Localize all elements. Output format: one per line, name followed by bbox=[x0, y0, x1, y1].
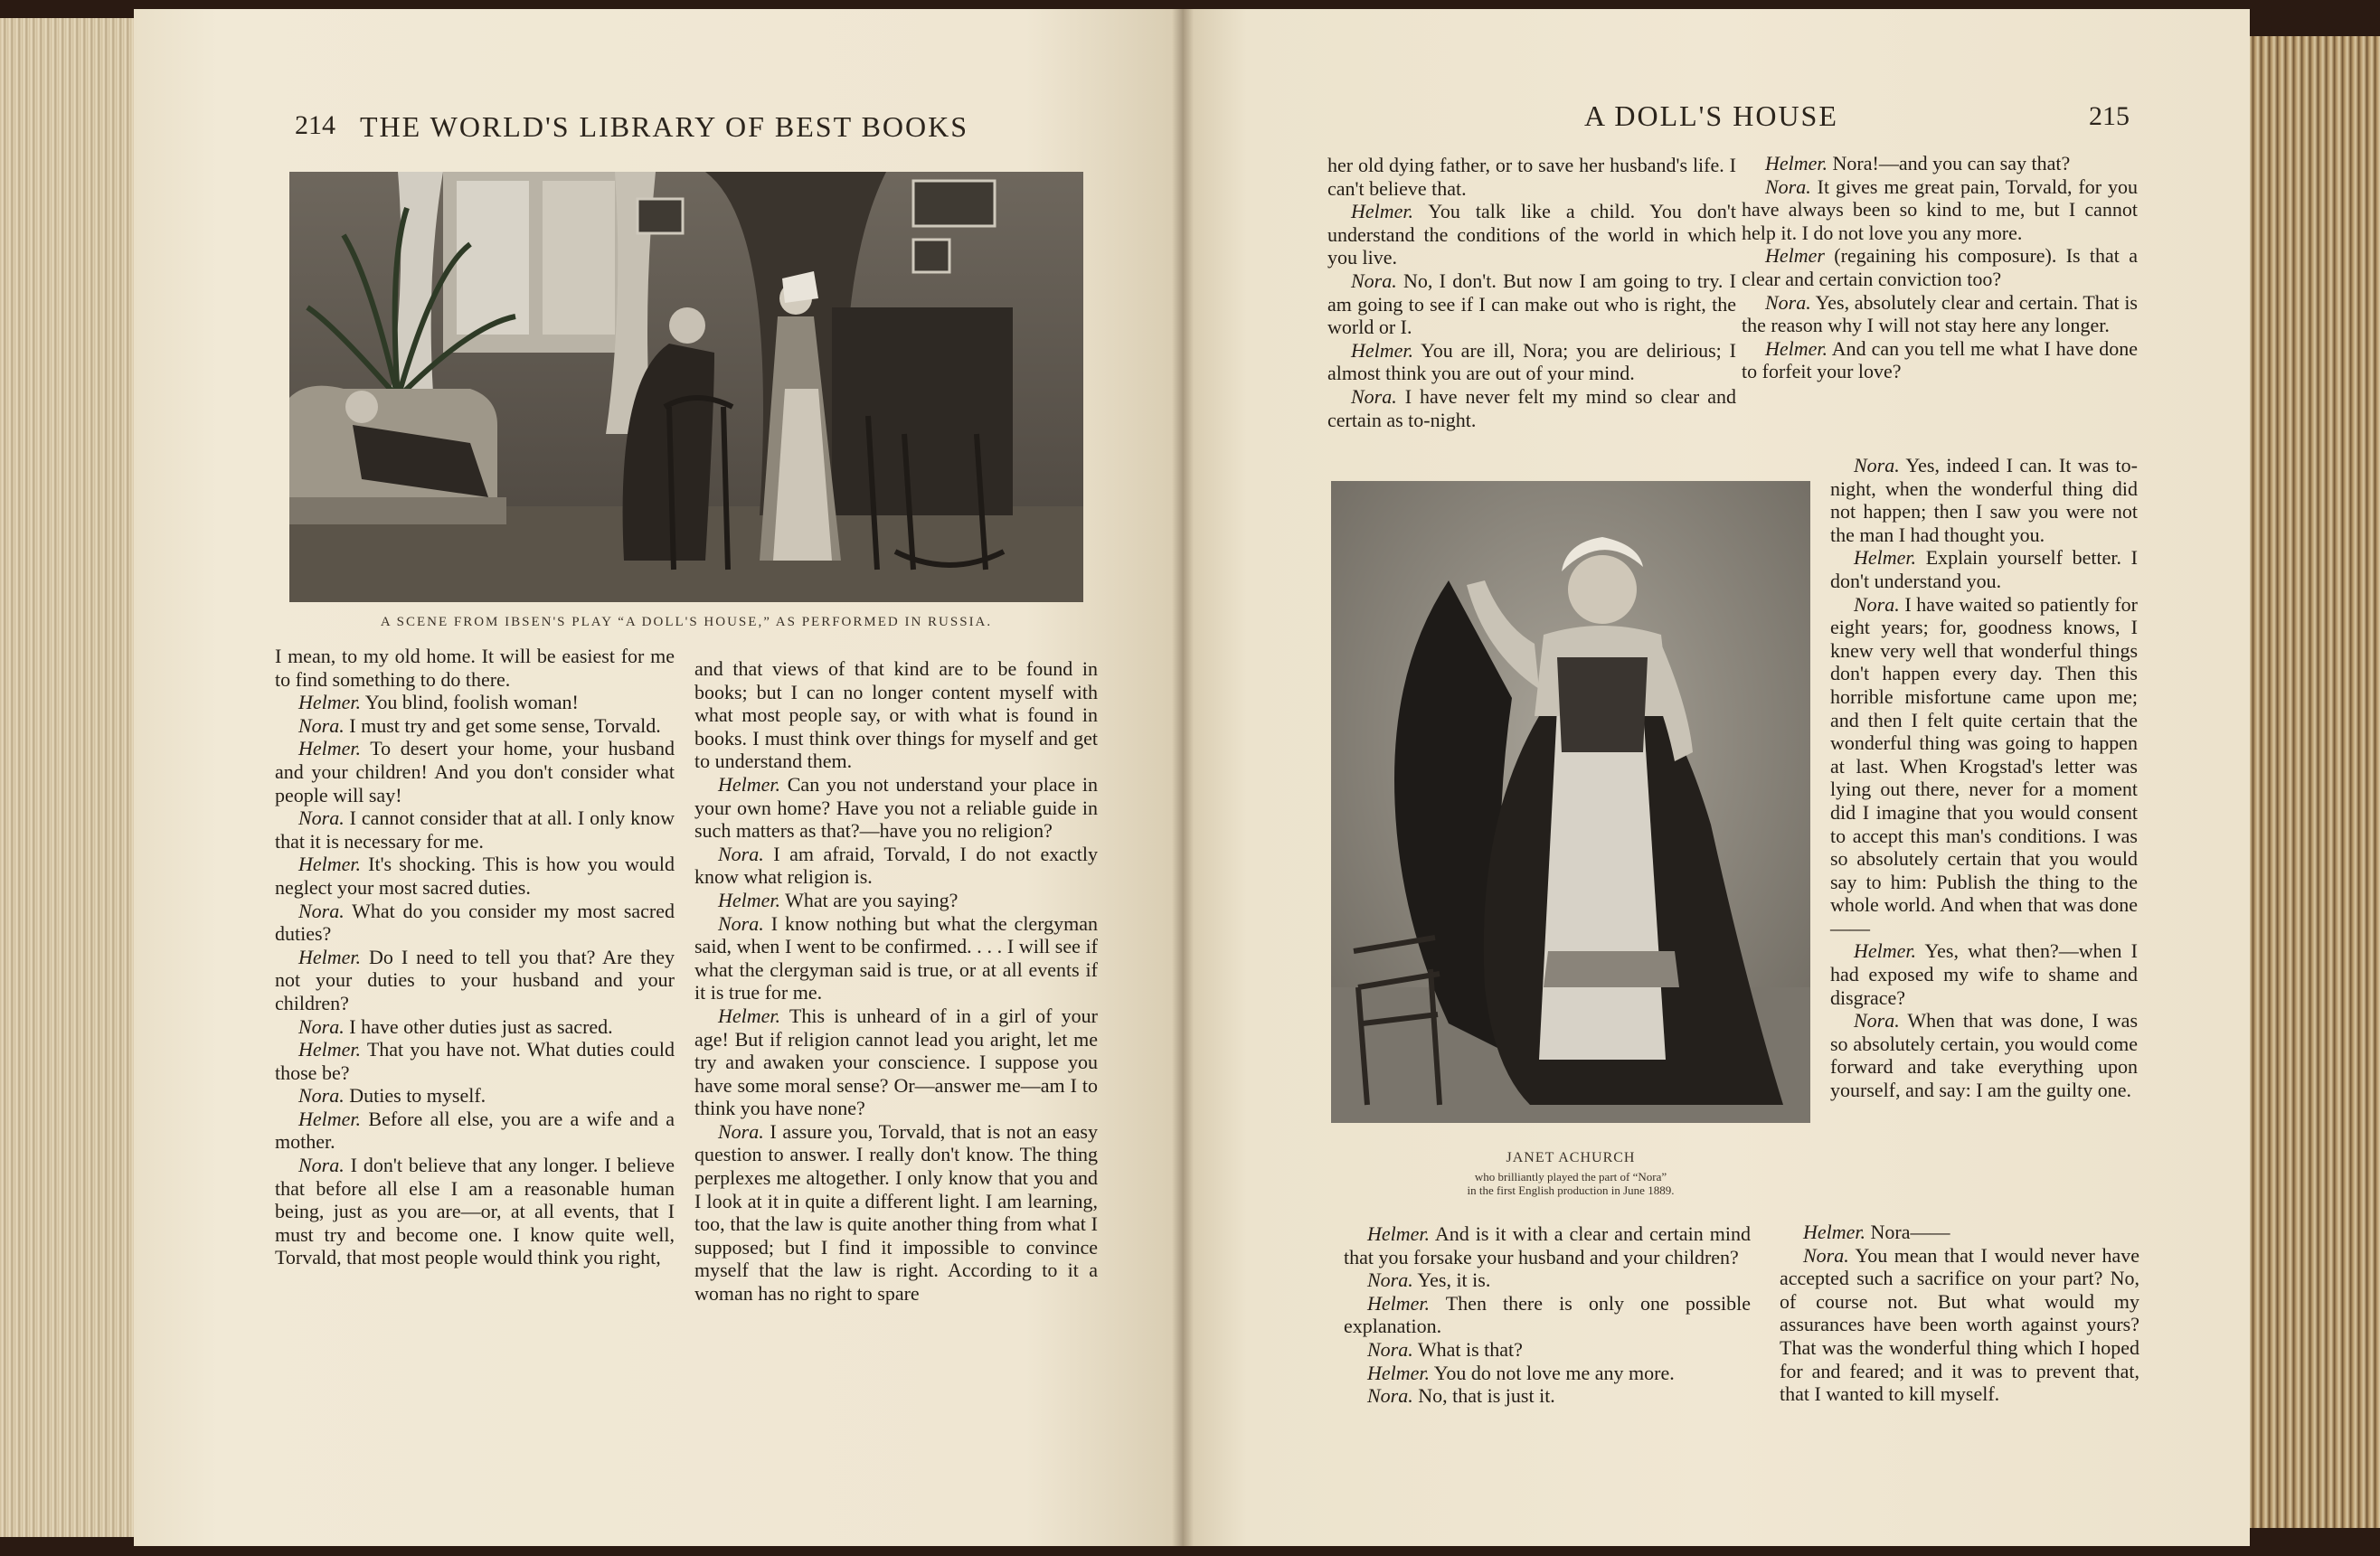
speaker-name: Nora. bbox=[298, 1014, 345, 1038]
speaker-name: Nora. bbox=[298, 1084, 345, 1108]
dialogue-line: Nora. I have waited so patiently for eight years; for, goodness knows, I knew very well that wonderful things don't happen every day. Then this horrible misfortune came upon me; and then I felt quite certain that the wonderful thing was going to happen at last. When Krogstad's letter was lying out there, never for a moment did I imagine that you would consent to accept this man's conditions. I was so absolutely certain that you would say to him: Publish the thing to the whole world. And when that was done—— bbox=[1830, 592, 2138, 939]
speaker-name: Helmer. bbox=[1367, 1361, 1431, 1384]
left-page bbox=[134, 9, 1183, 1546]
dialogue-line: Helmer. And is it with a clear and certain mind that you forsake your husband and your children? bbox=[1344, 1222, 1751, 1268]
left-page-edges bbox=[0, 18, 136, 1537]
dialogue-line: Helmer. This is unheard of in a girl of your age! But if religion cannot lead you aright, let me try and awaken your conscience. I suppose you have some moral sense? Or—answer me—am I to think you have none? bbox=[694, 1004, 1098, 1120]
speaker-name: Nora. bbox=[718, 842, 764, 865]
dialogue-line: Nora. I am afraid, Torvald, I do not exactly know what religion is. bbox=[694, 842, 1098, 889]
text-paragraph: I mean, to my old home. It will be easiest for me to find something to do there. bbox=[275, 645, 675, 691]
dialogue-line: Nora. Yes, indeed I can. It was to-night, when the wonderful thing did not happen; then I saw you were not the man I had thought you. bbox=[1830, 454, 2138, 546]
speaker-name: Helmer. bbox=[1367, 1291, 1431, 1315]
portrait-caption-line-2: in the first English production in June 1889. bbox=[1467, 1184, 1675, 1197]
dialogue-line: Nora. Duties to myself. bbox=[298, 1084, 486, 1108]
speaker-name: Nora. bbox=[1367, 1337, 1413, 1361]
speaker-name: Nora. bbox=[298, 1154, 345, 1177]
dialogue-line: Nora. What do you consider my most sacred duties? bbox=[275, 899, 675, 946]
speaker-name: Helmer. bbox=[1351, 338, 1414, 362]
portrait-caption-line-1: who brilliantly played the part of “Nora” bbox=[1474, 1170, 1667, 1184]
dialogue-line: Nora. Yes, absolutely clear and certain. That is the reason why I will not stay here any longer. bbox=[1742, 290, 2138, 337]
speaker-name: Nora. bbox=[1854, 1009, 1900, 1033]
speaker-name: Nora. bbox=[298, 806, 345, 830]
right-page-column-bottom bbox=[1780, 1221, 2139, 1406]
speaker-name: Nora. bbox=[718, 1119, 764, 1143]
dialogue-line: Nora. I cannot consider that at all. I only know that it is necessary for me. bbox=[275, 806, 675, 853]
left-running-title: THE WORLD'S LIBRARY OF BEST BOOKS bbox=[360, 110, 969, 143]
dialogue-line: Nora. I assure you, Torvald, that is not an easy question to answer. I really don't know. The thing perplexes me altogether. I only know that you and I look at it in quite a different light. I am learning, too, that the law is quite another thing from what I supposed; but I find it impossible to convince myself that the law is right. According to it a woman has no right to spare bbox=[694, 1119, 1098, 1306]
left-page-column-1 bbox=[275, 645, 675, 1269]
dialogue-line: Helmer. Then there is only one possible explanation. bbox=[1344, 1291, 1751, 1338]
book-gutter bbox=[1172, 9, 1194, 1546]
dialogue-line: Helmer. You do not love me any more. bbox=[1367, 1361, 1675, 1384]
speaker-name: Helmer. bbox=[718, 888, 781, 911]
speaker-name: Helmer. bbox=[1803, 1221, 1866, 1243]
dialogue-line: Helmer. Can you not understand your place in your own home? Have you not a reliable guide in such matters as that?—have you no religion? bbox=[694, 772, 1098, 843]
speaker-name: Nora. bbox=[718, 911, 764, 935]
dialogue-line: Helmer. What are you saying? bbox=[718, 888, 959, 911]
right-page-bottom-column bbox=[1344, 1222, 1751, 1408]
speaker-name: Nora. bbox=[1351, 269, 1397, 292]
speaker-name: Helmer. bbox=[298, 737, 362, 760]
dialogue-line: Helmer. Do I need to tell you that? Are they not your duties to your husband and your children? bbox=[275, 945, 675, 1014]
dialogue-line: Nora. I have other duties just as sacred. bbox=[298, 1014, 613, 1038]
left-page-column-2 bbox=[694, 657, 1098, 1306]
text-paragraph: her old dying father, or to save her husband's life. I can't believe that. bbox=[1327, 154, 1736, 200]
dialogue-line: Helmer. You blind, foolish woman! bbox=[298, 691, 579, 714]
speaker-name: Nora. bbox=[298, 713, 345, 737]
right-page-top-column bbox=[1327, 154, 1736, 431]
dialogue-line: Helmer. You talk like a child. You don't understand the conditions of the world in which you live. bbox=[1327, 200, 1736, 269]
dialogue-line: Helmer. And can you tell me what I have done to forfeit your love? bbox=[1742, 336, 2138, 383]
dialogue-line: Helmer. Nora—— bbox=[1803, 1221, 1950, 1243]
speaker-name: Helmer. bbox=[298, 853, 362, 876]
scene-photo-caption: A SCENE FROM IBSEN'S PLAY “A DOLL'S HOUSE,” AS PERFORMED IN RUSSIA. bbox=[380, 615, 993, 629]
speaker-name: Helmer. bbox=[718, 1004, 781, 1027]
speaker-name: Helmer. bbox=[718, 772, 781, 796]
speaker-name: Nora. bbox=[1765, 174, 1811, 198]
dialogue-line: Helmer. That you have not. What duties could those be? bbox=[275, 1038, 675, 1084]
speaker-name: Helmer. bbox=[298, 1038, 362, 1061]
speaker-name: Helmer. bbox=[1765, 152, 1828, 174]
speaker-name: Nora. bbox=[298, 899, 345, 922]
dialogue-line: Helmer. Explain yourself better. I don't understand you. bbox=[1830, 546, 2138, 592]
speaker-name: Nora. bbox=[1854, 592, 1900, 616]
speaker-name: Helmer. bbox=[1854, 546, 1917, 570]
dialogue-line: Nora. Yes, it is. bbox=[1367, 1268, 1491, 1292]
speaker-name: Helmer. bbox=[1854, 939, 1917, 963]
left-page-number: 214 bbox=[295, 110, 335, 140]
speaker-name: Helmer. bbox=[1351, 200, 1414, 223]
dialogue-line: Helmer. Yes, what then?—when I had exposed my wife to shame and disgrace? bbox=[1830, 939, 2138, 1009]
right-page-edges bbox=[2244, 36, 2380, 1528]
speaker-name: Nora. bbox=[1803, 1243, 1849, 1267]
speaker-name: Helmer. bbox=[298, 691, 362, 714]
play-scene-photo bbox=[289, 172, 1083, 602]
dialogue-line: Nora. I don't believe that any longer. I believe that before all else I am a reasonable human being, just as you are—or, at all events, that I must try and become one. I know quite well, Torvald, that most people would think you right, bbox=[275, 1154, 675, 1269]
dialogue-line: Helmer. Before all else, you are a wife and a mother. bbox=[275, 1107, 675, 1154]
speaker-name: Helmer bbox=[1765, 244, 1825, 268]
dialogue-line: Nora. What is that? bbox=[1367, 1337, 1523, 1361]
dialogue-line: Nora. When that was done, I was so absolutely certain, you would come forward and take everything upon yourself, and say: I am the guilty one. bbox=[1830, 1009, 2138, 1102]
dialogue-line: Helmer. It's shocking. This is how you would neglect your most sacred duties. bbox=[275, 853, 675, 899]
dialogue-line: Helmer. To desert your home, your husband and your children! And you don't consider what people will say! bbox=[275, 737, 675, 806]
dialogue-line: Nora. I know nothing but what the clergyman said, when I went to be confirmed. . . . I will see if what the clergyman said is true, or at all events if it is true for me. bbox=[694, 911, 1098, 1004]
right-page bbox=[1183, 9, 2250, 1546]
dialogue-line: Nora. No, that is just it. bbox=[1367, 1384, 1555, 1408]
dialogue-line: Helmer. You are ill, Nora; you are delirious; I almost think you are out of your mind. bbox=[1327, 338, 1736, 385]
speaker-name: Helmer. bbox=[1765, 336, 1828, 360]
right-running-title: A DOLL'S HOUSE bbox=[1584, 99, 1838, 132]
dialogue-line: Nora. It gives me great pain, Torvald, for you have always been so kind to me, but I cannot help it. I do not love you any more. bbox=[1742, 174, 2138, 244]
dialogue-line: Nora. You mean that I would never have accepted such a sacrifice on your part? No, of course not. But what would my assurances have been worth against yours? That was the wonderful thing which I hoped for and feared; and it was to prevent that, that I wanted to kill myself. bbox=[1780, 1243, 2139, 1406]
speaker-name: Nora. bbox=[1854, 454, 1900, 476]
text-paragraph: and that views of that kind are to be found in books; but I can no longer content myself with what most people say, or with what is found in books. I must think over things for myself and get to understand them. bbox=[694, 657, 1098, 773]
speaker-name: Nora. bbox=[1367, 1384, 1413, 1408]
portrait-illustration bbox=[1331, 481, 1810, 1123]
dialogue-line: Nora. I have never felt my mind so clear and certain as to-night. bbox=[1327, 384, 1736, 431]
portrait-caption-name: JANET ACHURCH bbox=[1506, 1150, 1636, 1165]
right-page-column-top bbox=[1742, 152, 2138, 383]
dialogue-line: Helmer (regaining his composure). Is that a clear and certain conviction too? bbox=[1742, 244, 2138, 290]
play-scene-illustration bbox=[289, 172, 1083, 602]
right-page-number: 215 bbox=[2089, 101, 2130, 131]
right-page-column-narrow bbox=[1830, 454, 2138, 1102]
janet-achurch-portrait bbox=[1331, 481, 1810, 1123]
speaker-name: Nora. bbox=[1351, 384, 1397, 408]
speaker-name: Helmer. bbox=[298, 945, 362, 968]
speaker-name: Nora. bbox=[1765, 290, 1811, 314]
dialogue-line: Helmer. Nora!—and you can say that? bbox=[1765, 152, 2071, 174]
speaker-name: Helmer. bbox=[1367, 1222, 1431, 1245]
dialogue-line: Nora. No, I don't. But now I am going to try. I am going to see if I can make out who is right, the world or I. bbox=[1327, 269, 1736, 339]
dialogue-line: Nora. I must try and get some sense, Torvald. bbox=[298, 713, 661, 737]
speaker-name: Nora. bbox=[1367, 1268, 1413, 1292]
speaker-name: Helmer. bbox=[298, 1107, 362, 1130]
